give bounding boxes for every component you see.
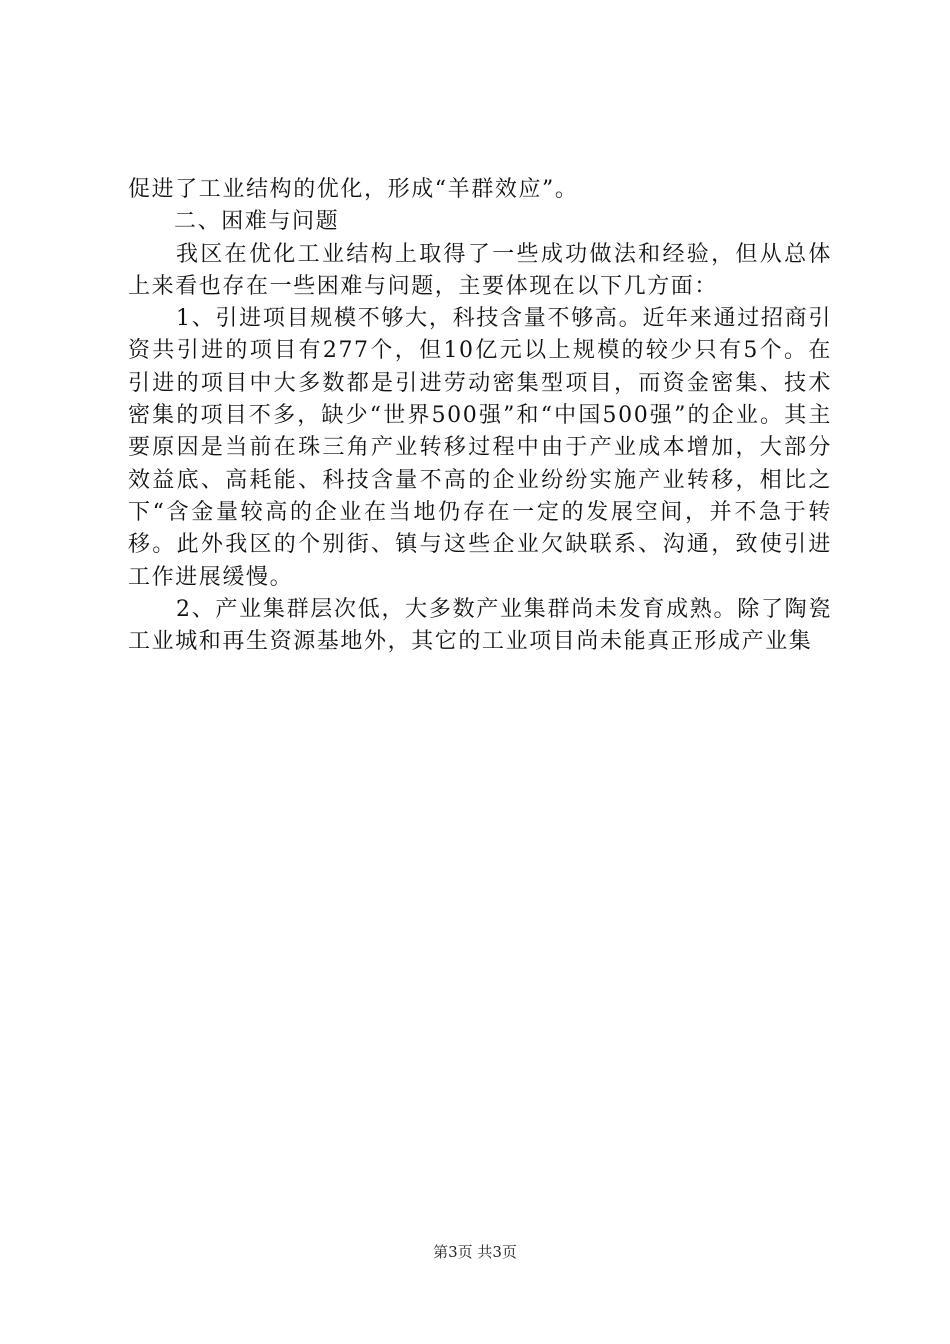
document-body xyxy=(128,174,832,658)
paragraph-intro: 我区在优化工业结构上取得了一些成功做法和经验，但从总体上来看也存在一些困难与问题，主要体现在以下几方面： xyxy=(128,241,832,299)
page-footer: 第3页 共3页 xyxy=(433,1243,517,1261)
paragraph-item-1: 1、引进项目规模不够大，科技含量不够高。近年来通过招商引资共引进的项目有277个，但10亿元以上规模的较少只有5个。在引进的项目中大多数都是引进劳动密集型项目，而资金密集、技术密集的项目不多，缺少“世界500强”和“中国500强”的企业。其主要原因是当前在珠三角产业转移过程中由于产业成本增加，大部分效益底、高耗能、科技含量不高的企业纷纷实施产业转移，相比之下“含金量较高的企业在当地仍存在一定的发展空间，并不急于转移。此外我区的个别街、镇与这些企业欠缺联系、沟通，致使引进工作进展缓慢。 xyxy=(128,306,832,590)
paragraph-continuation: 促进了工业结构的优化，形成“羊群效应”。 xyxy=(128,177,579,202)
section-heading: 二、困难与问题 xyxy=(174,209,340,235)
paragraph-item-2: 2、产业集群层次低，大多数产业集群尚未发育成熟。除了陶瓷工业城和再生资源基地外，其它的工业项目尚未能真正形成产业集 xyxy=(128,596,832,655)
